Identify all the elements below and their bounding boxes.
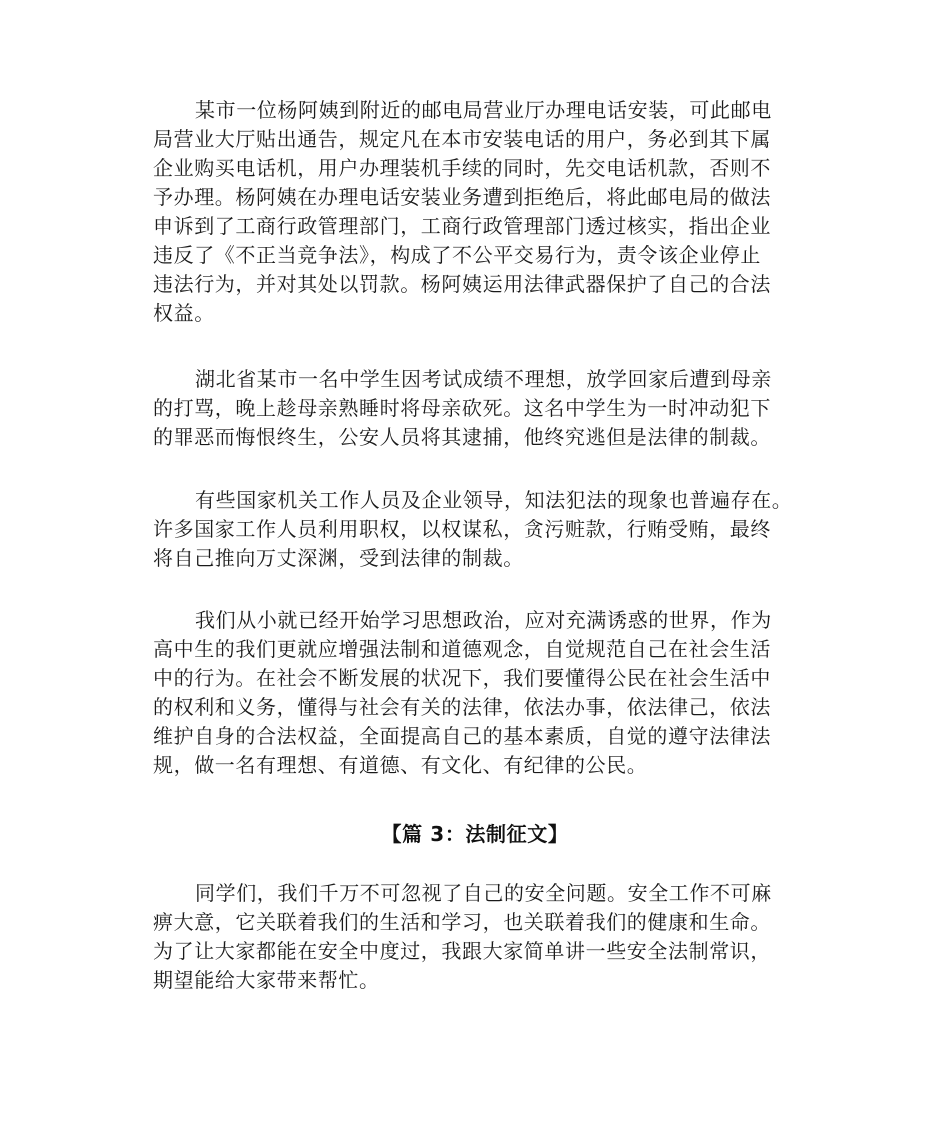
text-line: 的权利和义务，懂得与社会有关的法律，依法办事，依法律己，依法 bbox=[153, 695, 771, 719]
text-line: 高中生的我们更就应增强法制和道德观念，自觉规范自己在社会生活 bbox=[153, 637, 771, 661]
text-line: 同学们，我们千万不可忽视了自己的安全问题。安全工作不可麻 bbox=[195, 881, 772, 905]
text-line: 维护自身的合法权益，全面提高自己的基本素质，自觉的遵守法律法 bbox=[153, 724, 771, 748]
text-line: 的罪恶而悔恨终生，公安人员将其逮捕，他终究逃但是法律的制裁。 bbox=[153, 425, 771, 449]
text-line: 违法行为，并对其处以罚款。杨阿姨运用法律武器保护了自己的合法 bbox=[153, 272, 771, 296]
text-line: 有些国家机关工作人员及企业领导，知法犯法的现象也普遍存在。 bbox=[195, 488, 793, 512]
section-heading: 【篇 3：法制征文】 bbox=[381, 822, 569, 846]
text-line: 予办理。杨阿姨在办理电话安装业务遭到拒绝后，将此邮电局的做法 bbox=[153, 185, 771, 209]
paragraph-officials-case bbox=[153, 486, 833, 573]
text-line: 中的行为。在社会不断发展的状况下，我们要懂得公民在社会生活中 bbox=[153, 666, 771, 690]
paragraph-student-case bbox=[153, 365, 833, 452]
text-line: 湖北省某市一名中学生因考试成绩不理想，放学回家后遭到母亲 bbox=[195, 367, 772, 391]
text-line: 许多国家工作人员利用职权，以权谋私，贪污赃款，行贿受贿，最终 bbox=[153, 517, 771, 541]
text-line: 痹大意，它关联着我们的生活和学习，也关联着我们的健康和生命。 bbox=[153, 910, 771, 934]
text-line: 的打骂，晚上趁母亲熟睡时将母亲砍死。这名中学生为一时冲动犯下 bbox=[153, 396, 771, 420]
paragraph-post-office-case bbox=[153, 96, 833, 328]
text-line: 为了让大家都能在安全中度过，我跟大家简单讲一些安全法制常识， bbox=[153, 939, 771, 963]
text-line: 期望能给大家带来帮忙。 bbox=[153, 968, 380, 992]
text-line: 某市一位杨阿姨到附近的邮电局营业厅办理电话安装，可此邮电 bbox=[195, 98, 772, 122]
text-line: 将自己推向万丈深渊，受到法律的制裁。 bbox=[153, 546, 524, 570]
text-line: 申诉到了工商行政管理部门，工商行政管理部门透过核实，指出企业 bbox=[153, 214, 771, 238]
text-line: 局营业大厅贴出通告，规定凡在本市安装电话的用户，务必到其下属 bbox=[153, 127, 771, 151]
paragraph-conclusion bbox=[153, 606, 833, 780]
text-line: 权益。 bbox=[153, 301, 215, 325]
text-line: 违反了《不正当竞争法》，构成了不公平交易行为，责令该企业停止 bbox=[153, 243, 761, 267]
text-line: 企业购买电话机，用户办理装机手续的同时，先交电话机款，否则不 bbox=[153, 156, 771, 180]
text-line: 我们从小就已经开始学习思想政治，应对充满诱惑的世界，作为 bbox=[195, 608, 772, 632]
text-line: 规，做一名有理想、有道德、有文化、有纪律的公民。 bbox=[153, 753, 648, 777]
paragraph-safety-intro bbox=[153, 879, 833, 995]
